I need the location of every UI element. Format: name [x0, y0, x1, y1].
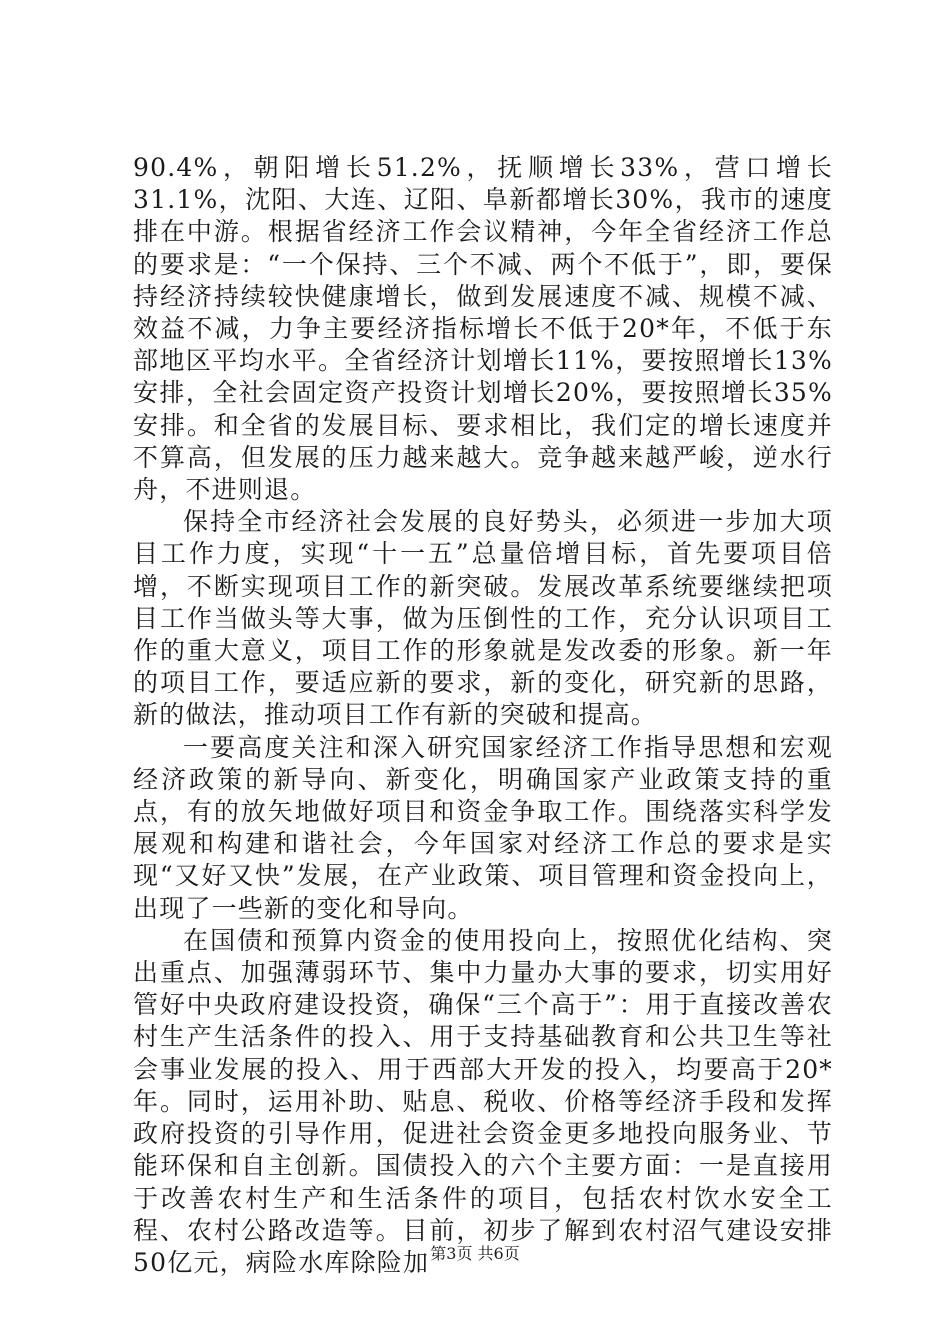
paragraph: 一要高度关注和深入研究国家经济工作指导思想和宏观经济政策的新导向、新变化，明确国家产业政策支持的重点，有的放矢地做好项目和资金争取工作。围绕落实科学发展观和构建和谐社会，今年国家对经济工作总的要求是实现“又好又快”发展，在产业政策、项目管理和资金投向上，出现了一些新的变化和导向。 — [133, 732, 833, 923]
document-body — [133, 152, 833, 1279]
paragraph: 在国债和预算内资金的使用投向上，按照优化结构、突出重点、加强薄弱环节、集中力量办大事的要求，切实用好管好中央政府建设投资，确保“三个高于”：用于直接改善农村生产生活条件的投入、用于支持基础教育和公共卫生等社会事业发展的投入、用于西部大开发的投入，均要高于20*年。同时，运用补助、贴息、税收、价格等经济手段和发挥政府投资的引导作用，促进社会资金更多地投向服务业、节能环保和自主创新。国债投入的六个主要方面：一是直接用于改善农村生产和生活条件的项目，包括农村饮水安全工程、农村公路改造等。目前，初步了解到农村沼气建设安排50亿元，病险水库除险加 — [133, 925, 833, 1277]
page-number-footer: 第3页 共6页 — [430, 1244, 520, 1263]
paragraph-continued: 90.4%，朝阳增长51.2%，抚顺增长33%，营口增长31.1%，沈阳、大连、辽阳、阜新都增长30%，我市的速度排在中游。根据省经济工作会议精神，今年全省经济工作总的要求是：“一个保持、三个不减、两个不低于”，即，要保持经济持续较快健康增长，做到发展速度不减、规模不减、效益不减，力争主要经济指标增长不低于20*年，不低于东部地区平均水平。全省经济计划增长11%，要按照增长13%安排，全社会固定资产投资计划增长20%，要按照增长35%安排。和全省的发展目标、要求相比，我们定的增长速度并不算高，但发展的压力越来越大。竞争越来越严峻，逆水行舟，不进则退。 — [133, 153, 833, 505]
paragraph: 保持全市经济社会发展的良好势头，必须进一步加大项目工作力度，实现“十一五”总量倍增目标，首先要项目倍增，不断实现项目工作的新突破。发展改革系统要继续把项目工作当做头等大事，做为压倒性的工作，充分认识项目工作的重大意义，项目工作的形象就是发改委的形象。新一年的项目工作，要适应新的要求，新的变化，研究新的思路，新的做法，推动项目工作有新的突破和提高。 — [133, 507, 833, 730]
